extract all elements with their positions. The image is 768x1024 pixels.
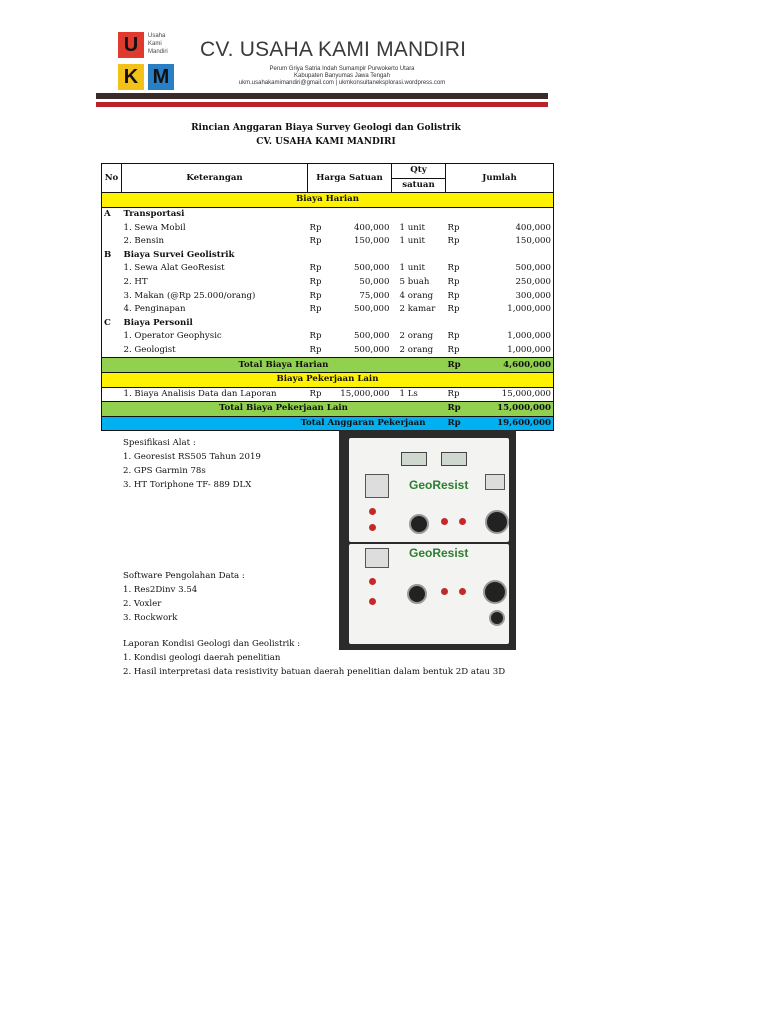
row-qty: 2 orang [399,331,434,342]
row-qty: 4 orang [399,290,434,301]
letterhead-divider-dark [96,93,548,99]
row-no: A [102,207,122,221]
section-row-biaya-harian [102,193,554,208]
table-row [102,249,554,263]
spesifikasi-section [123,436,261,492]
total-row-harian [102,358,554,373]
row-jumlah: 400,000 [474,221,554,235]
row-keterangan: 3. Makan (@Rp 25.000/orang) [123,290,256,301]
row-qty: 1 unit [399,222,425,233]
row-keterangan: 2. Geologist [123,345,176,356]
row-keterangan: 2. HT [123,277,148,288]
total-row-pekerjaan-lain [102,402,554,417]
row-keterangan: Biaya Survei Geolistrik [123,249,235,260]
row-keterangan: 1. Sewa Alat GeoResist [123,263,225,274]
laporan-item: 1. Kondisi geologi daerah penelitian [123,653,281,663]
device-panel-bottom [349,544,509,644]
logo-letter-u: U [118,32,144,58]
col-header-no: No [102,164,122,193]
row-qty: 2 orang [399,345,434,356]
device-brand-label: GeoResist [409,478,469,492]
total-currency: Rp [446,402,474,417]
row-qty: 1 unit [399,263,425,274]
row-no [102,303,122,317]
row-jumlah: 1,000,000 [474,344,554,358]
georesist-device-photo [339,430,516,650]
col-header-harga: Harga Satuan [308,164,392,193]
row-currency: Rp [447,263,460,274]
row-currency [308,249,336,263]
logo-letter-k: K [118,64,144,90]
row-keterangan: 1. Sewa Mobil [123,222,186,233]
company-logo [118,32,176,90]
row-harga: 15,000,000 [340,388,390,399]
row-harga: 500,000 [353,304,390,315]
row-keterangan: 1. Biaya Analisis Data dan Laporan [123,388,277,399]
row-no [102,276,122,290]
row-currency: Rp [309,263,322,274]
row-currency [446,249,474,263]
table-row [102,387,554,402]
grand-total-currency: Rp [446,416,474,431]
row-currency: Rp [447,290,460,301]
row-keterangan: 1. Operator Geophysic [123,331,222,342]
row-currency [308,207,336,221]
table-row [102,235,554,249]
laporan-item: 2. Hasil interpretasi data resistivity batuan daerah penelitian dalam bentuk 2D atau 3D [123,667,506,677]
logo-caption: Usaha Kami Mandiri [148,33,168,55]
row-qty [392,207,446,221]
row-harga: 500,000 [353,331,390,342]
row-currency: Rp [447,277,460,288]
row-harga: 50,000 [359,277,390,288]
row-currency [446,317,474,331]
row-no [102,330,122,344]
row-keterangan: Biaya Personil [123,317,193,328]
total-value: 15,000,000 [474,402,554,417]
row-no [102,289,122,303]
row-jumlah [474,249,554,263]
row-jumlah: 300,000 [474,289,554,303]
row-no: B [102,249,122,263]
row-currency: Rp [447,388,460,399]
laporan-title: Laporan Kondisi Geologi dan Geolistrik : [123,639,301,649]
row-no [102,262,122,276]
table-row [102,344,554,358]
row-harga: 500,000 [353,345,390,356]
row-jumlah: 1,000,000 [474,330,554,344]
row-currency: Rp [309,290,322,301]
table-row [102,262,554,276]
row-currency: Rp [309,345,322,356]
spesifikasi-title: Spesifikasi Alat : [123,438,196,448]
col-header-jumlah: Jumlah [446,164,554,193]
total-currency: Rp [446,358,474,373]
grand-total-row [102,416,554,431]
software-item: 1. Res2Dinv 3.54 [123,585,198,595]
table-body [102,207,554,358]
row-harga: 150,000 [353,236,390,247]
table-row [102,276,554,290]
row-jumlah: 250,000 [474,276,554,290]
table-header-row [102,164,554,179]
row-no [102,235,122,249]
device-panel-top [349,438,509,542]
row-qty [392,249,446,263]
grand-total-value: 19,600,000 [474,416,554,431]
grand-total-label: Total Anggaran Pekerjaan [122,416,446,431]
row-qty: 1 unit [399,236,425,247]
row-harga [336,249,392,263]
document-subtitle: CV. USAHA KAMI MANDIRI [256,137,396,147]
row-jumlah: 15,000,000 [474,387,554,402]
software-section [123,569,245,625]
table-row [102,330,554,344]
col-header-satuan: satuan [392,178,446,193]
row-currency: Rp [447,331,460,342]
col-header-qty: Qty [392,164,446,179]
row-currency: Rp [447,222,460,233]
document-title: Rincian Anggaran Biaya Survey Geologi dan Golistrik [191,123,461,133]
row-harga: 500,000 [353,263,390,274]
total-label: Total Biaya Harian [122,358,446,373]
device-brand-label: GeoResist [409,546,469,560]
row-currency: Rp [309,236,322,247]
address-line-3: ukm.usahakamimandiri@gmail.com | ukmkonsultaneksplorasi.wordpress.com [238,80,446,86]
row-currency [446,207,474,221]
software-item: 2. Voxler [123,599,162,609]
company-name: CV. USAHA KAMI MANDIRI [200,38,467,61]
row-jumlah: 1,000,000 [474,303,554,317]
row-qty [392,317,446,331]
row-jumlah: 150,000 [474,235,554,249]
table-row [102,317,554,331]
row-keterangan: Transportasi [123,209,185,220]
table-row [102,289,554,303]
address-line-2: Kabupaten Banyumas Jawa Tengah [294,73,390,79]
row-currency: Rp [309,388,322,399]
software-title: Software Pengolahan Data : [123,571,245,581]
row-currency: Rp [447,304,460,315]
row-qty: 1 Ls [399,388,418,399]
table-row [102,303,554,317]
row-currency: Rp [309,222,322,233]
address-line-1: Perum Griya Satria Indah Sumampir Purwokerto Utara [269,66,415,72]
table-row [102,221,554,235]
spesifikasi-item: 1. Georesist RS505 Tahun 2019 [123,452,261,462]
row-jumlah: 500,000 [474,262,554,276]
spesifikasi-item: 2. GPS Garmin 78s [123,466,206,476]
col-header-keterangan: Keterangan [122,164,308,193]
row-no [102,344,122,358]
row-keterangan: 2. Bensin [123,236,165,247]
table-row [102,207,554,221]
row-currency: Rp [309,304,322,315]
row-harga [336,207,392,221]
row-no: C [102,317,122,331]
row-currency: Rp [447,345,460,356]
row-qty: 5 buah [399,277,430,288]
total-value: 4,600,000 [474,358,554,373]
row-currency: Rp [447,236,460,247]
total-label: Total Biaya Pekerjaan Lain [122,402,446,417]
section-row-pekerjaan-lain [102,372,554,387]
row-jumlah [474,317,554,331]
row-currency [308,317,336,331]
row-harga: 75,000 [359,290,390,301]
software-item: 3. Rockwork [123,613,178,623]
section-label: Biaya Harian [102,193,554,208]
row-currency: Rp [309,331,322,342]
letterhead-divider-red [96,102,548,107]
row-no [102,221,122,235]
row-keterangan: 4. Penginapan [123,304,186,315]
row-jumlah [474,207,554,221]
section-label: Biaya Pekerjaan Lain [102,372,554,387]
logo-letter-m: M [148,64,174,90]
spesifikasi-item: 3. HT Toriphone TF- 889 DLX [123,480,252,490]
row-currency: Rp [309,277,322,288]
row-harga [336,317,392,331]
budget-table [101,163,554,431]
row-qty: 2 kamar [399,304,436,315]
row-harga: 400,000 [353,222,390,233]
